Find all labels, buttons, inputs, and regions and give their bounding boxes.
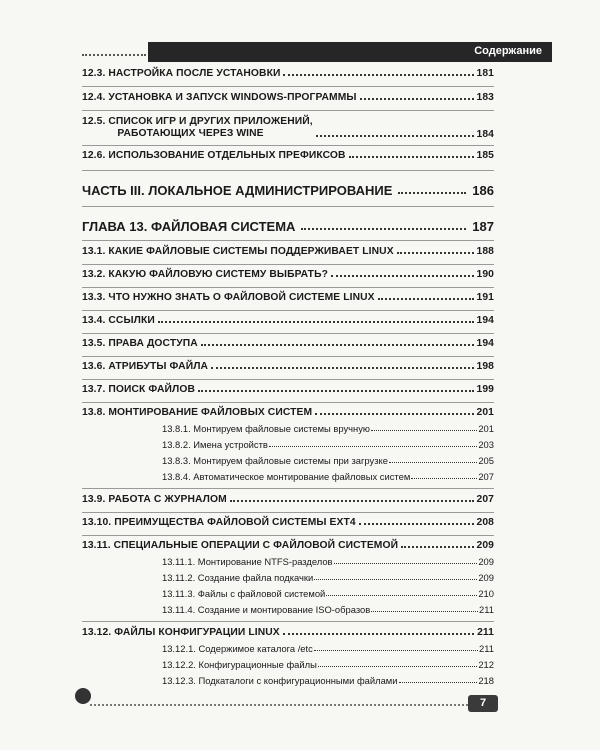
page-number-badge: 7 [468,695,498,712]
dot-leader [411,478,477,479]
separator [82,206,494,207]
entry-title: Подкаталоги с конфигурационными файлами [198,675,398,686]
entry-page: 191 [476,292,494,303]
toc-subentry-13-11-4[interactable] [162,604,494,615]
entry-page: 187 [472,219,494,234]
entry-page: 208 [476,517,494,528]
entry-title: Создание и монтирование ISO-образов [197,604,371,615]
entry-number: 13.10. [82,517,112,528]
toc-subentry-13-12-1[interactable] [162,643,494,654]
toc-entry-13-9[interactable] [82,494,494,505]
toc-entry-13-8[interactable] [82,407,494,418]
entry-page: 209 [478,572,494,583]
dot-leader [211,367,473,369]
entry-page: 183 [476,92,494,103]
toc-entry-13-2[interactable] [82,269,494,280]
entry-title: Автоматическое монтирование файловых систем [193,471,411,482]
header-dotted-line [82,54,146,56]
entry-title: Монтируем файловые системы при загрузке [193,455,388,466]
dot-leader [389,462,477,463]
entry-page: 201 [476,407,494,418]
toc-subentry-13-8-4[interactable] [162,471,494,482]
dot-leader [371,611,478,612]
entry-number: 12.6. [82,150,106,161]
dot-leader [399,682,478,683]
entry-page: 205 [478,455,494,466]
entry-number: 13.5. [82,338,106,349]
dot-leader [201,344,474,346]
separator [82,264,494,265]
entry-number: 13.7. [82,384,106,395]
dot-leader [397,252,474,254]
separator [82,86,494,87]
toc-entry-13-11[interactable] [82,540,494,551]
entry-number: 12.5. [82,116,106,127]
entry-page: 207 [478,471,494,482]
entry-page: 207 [476,494,494,505]
entry-number: 13.11.3. [162,588,196,599]
dot-leader [314,579,477,580]
part-title: ЧАСТЬ III. ЛОКАЛЬНОЕ АДМИНИСТРИРОВАНИЕ [82,183,393,198]
toc-chapter-13[interactable] [82,219,494,234]
entry-page: 209 [478,556,494,567]
toc-entry-13-10[interactable] [82,517,494,528]
entry-page: 203 [478,439,494,450]
header-title: Содержание [474,45,542,57]
toc-subentry-13-11-1[interactable] [162,556,494,567]
dot-leader [318,666,478,667]
entry-page: 199 [476,384,494,395]
entry-number: 13.2. [82,269,106,280]
dot-leader [360,98,474,100]
entry-title: КАКИЕ ФАЙЛОВЫЕ СИСТЕМЫ ПОДДЕРЖИВАЕТ LINUX [108,246,394,257]
dot-leader [349,156,474,158]
entry-title-line-1: СПИСОК ИГР И ДРУГИХ ПРИЛОЖЕНИЙ, [108,116,313,127]
entry-number: 13.12. [82,627,112,638]
toc-entry-13-1[interactable] [82,246,494,257]
entry-number: 13.8.2. [162,439,191,450]
toc-subentry-13-8-3[interactable] [162,455,494,466]
dot-leader [198,390,474,392]
entry-number: 13.11.2. [162,572,196,583]
separator [82,512,494,513]
entry-page: 212 [478,659,494,670]
toc-part-3[interactable] [82,183,494,198]
entry-page: 198 [476,361,494,372]
toc-entry-13-4[interactable] [82,315,494,326]
entry-number: 13.4. [82,315,106,326]
separator [82,621,494,622]
entry-title: ФАЙЛЫ КОНФИГУРАЦИИ LINUX [114,627,280,638]
dot-leader [326,595,477,596]
entry-number: 13.6. [82,361,106,372]
footer-dotted-line [90,704,468,706]
entry-number: 13.8. [82,407,106,418]
dot-leader [359,523,474,525]
entry-title: Монтирование NTFS-разделов [197,556,333,567]
toc-subentry-13-12-3[interactable] [162,675,494,686]
toc-entry-13-12[interactable] [82,627,494,638]
toc-subentry-13-12-2[interactable] [162,659,494,670]
dot-leader [315,413,473,415]
entry-title: Содержимое каталога /etc [198,643,313,654]
entry-page: 188 [476,246,494,257]
entry-title: РАБОТА С ЖУРНАЛОМ [108,494,227,505]
entry-number: 13.11.4. [162,604,196,615]
toc-subentry-13-8-1[interactable] [162,423,494,434]
dot-leader [316,135,474,137]
entry-page: 181 [476,68,494,79]
separator [82,287,494,288]
separator [82,333,494,334]
entry-title: КАКУЮ ФАЙЛОВУЮ СИСТЕМУ ВЫБРАТЬ? [108,269,328,280]
dot-leader [283,74,473,76]
entry-title: ССЫЛКИ [108,315,155,326]
entry-title: АТРИБУТЫ ФАЙЛА [108,361,209,372]
entry-page: 211 [477,627,494,638]
entry-number: 13.8.4. [162,471,191,482]
dot-leader [230,500,474,502]
separator [82,402,494,403]
entry-page: 184 [476,129,494,140]
toc-entry-13-7[interactable] [82,384,494,395]
entry-number: 13.11. [82,540,111,551]
separator [82,379,494,380]
dot-leader [158,321,474,323]
toc-entry-12-5[interactable] [82,116,494,140]
entry-title-line-2: РАБОТАЮЩИХ ЧЕРЕЗ WINE [117,128,264,139]
entry-number: 13.8.3. [162,455,191,466]
entry-title: Монтируем файловые системы вручную [193,423,370,434]
dot-leader [301,228,466,230]
entry-title: ПРАВА ДОСТУПА [108,338,198,349]
entry-title: Файлы с файловой системой [197,588,326,599]
dot-leader [371,430,477,431]
entry-title: ПРЕИМУЩЕСТВА ФАЙЛОВОЙ СИСТЕМЫ EXT4 [114,517,356,528]
dot-leader [398,192,466,194]
entry-page: 211 [479,643,494,654]
entry-page: 194 [476,338,494,349]
entry-page: 218 [478,675,494,686]
dot-leader [334,563,478,564]
dot-leader [331,275,474,277]
toc-entry-13-3[interactable] [82,292,494,303]
entry-title: ПОИСК ФАЙЛОВ [108,384,196,395]
entry-title: ЧТО НУЖНО ЗНАТЬ О ФАЙЛОВОЙ СИСТЕМЕ LINUX [108,292,375,303]
separator [82,356,494,357]
dot-leader [283,633,474,635]
toc-entry-12-6[interactable] [82,150,494,161]
entry-title: Имена устройств [193,439,268,450]
chapter-title: ГЛАВА 13. ФАЙЛОВАЯ СИСТЕМА [82,219,296,234]
separator [82,488,494,489]
separator [82,145,494,146]
toc-subentry-13-11-3[interactable] [162,588,494,599]
dot-leader [401,546,473,548]
toc-subentry-13-8-2[interactable] [162,439,494,450]
entry-number: 13.1. [82,246,106,257]
dot-leader [378,298,474,300]
entry-page: 211 [479,604,494,615]
toc-entry-13-5[interactable] [82,338,494,349]
entry-number: 12.3. [82,68,106,79]
entry-title: НАСТРОЙКА ПОСЛЕ УСТАНОВКИ [108,68,281,79]
entry-number: 12.4. [82,92,106,103]
separator [82,535,494,536]
header-bar [148,42,552,62]
entry-page: 185 [476,150,494,161]
entry-number: 13.12.1. [162,643,196,654]
entry-page: 201 [478,423,494,434]
separator [82,110,494,111]
entry-number: 13.12.2. [162,659,196,670]
entry-title: МОНТИРОВАНИЕ ФАЙЛОВЫХ СИСТЕМ [108,407,313,418]
toc-entry-12-3[interactable] [82,68,494,79]
entry-page: 194 [476,315,494,326]
entry-title: СПЕЦИАЛЬНЫЕ ОПЕРАЦИИ С ФАЙЛОВОЙ СИСТЕМОЙ [113,540,399,551]
entry-title: Конфигурационные файлы [198,659,317,670]
separator [82,240,494,241]
entry-number: 13.9. [82,494,106,505]
toc-entry-12-4[interactable] [82,92,494,103]
entry-title: УСТАНОВКА И ЗАПУСК WINDOWS-ПРОГРАММЫ [108,92,357,103]
entry-page: 210 [478,588,494,599]
entry-page: 190 [476,269,494,280]
entry-title: ИСПОЛЬЗОВАНИЕ ОТДЕЛЬНЫХ ПРЕФИКСОВ [108,150,346,161]
separator [82,310,494,311]
entry-number: 13.12.3. [162,675,196,686]
dot-leader [314,650,478,651]
entry-number: 13.11.1. [162,556,196,567]
footer-circle-icon [75,688,91,704]
entry-page: 186 [472,183,494,198]
toc-subentry-13-11-2[interactable] [162,572,494,583]
entry-page: 209 [476,540,494,551]
entry-number: 13.3. [82,292,106,303]
dot-leader [269,446,477,447]
entry-number: 13.8.1. [162,423,191,434]
separator [82,170,494,171]
toc-entry-13-6[interactable] [82,361,494,372]
entry-title: Создание файла подкачки [197,572,314,583]
